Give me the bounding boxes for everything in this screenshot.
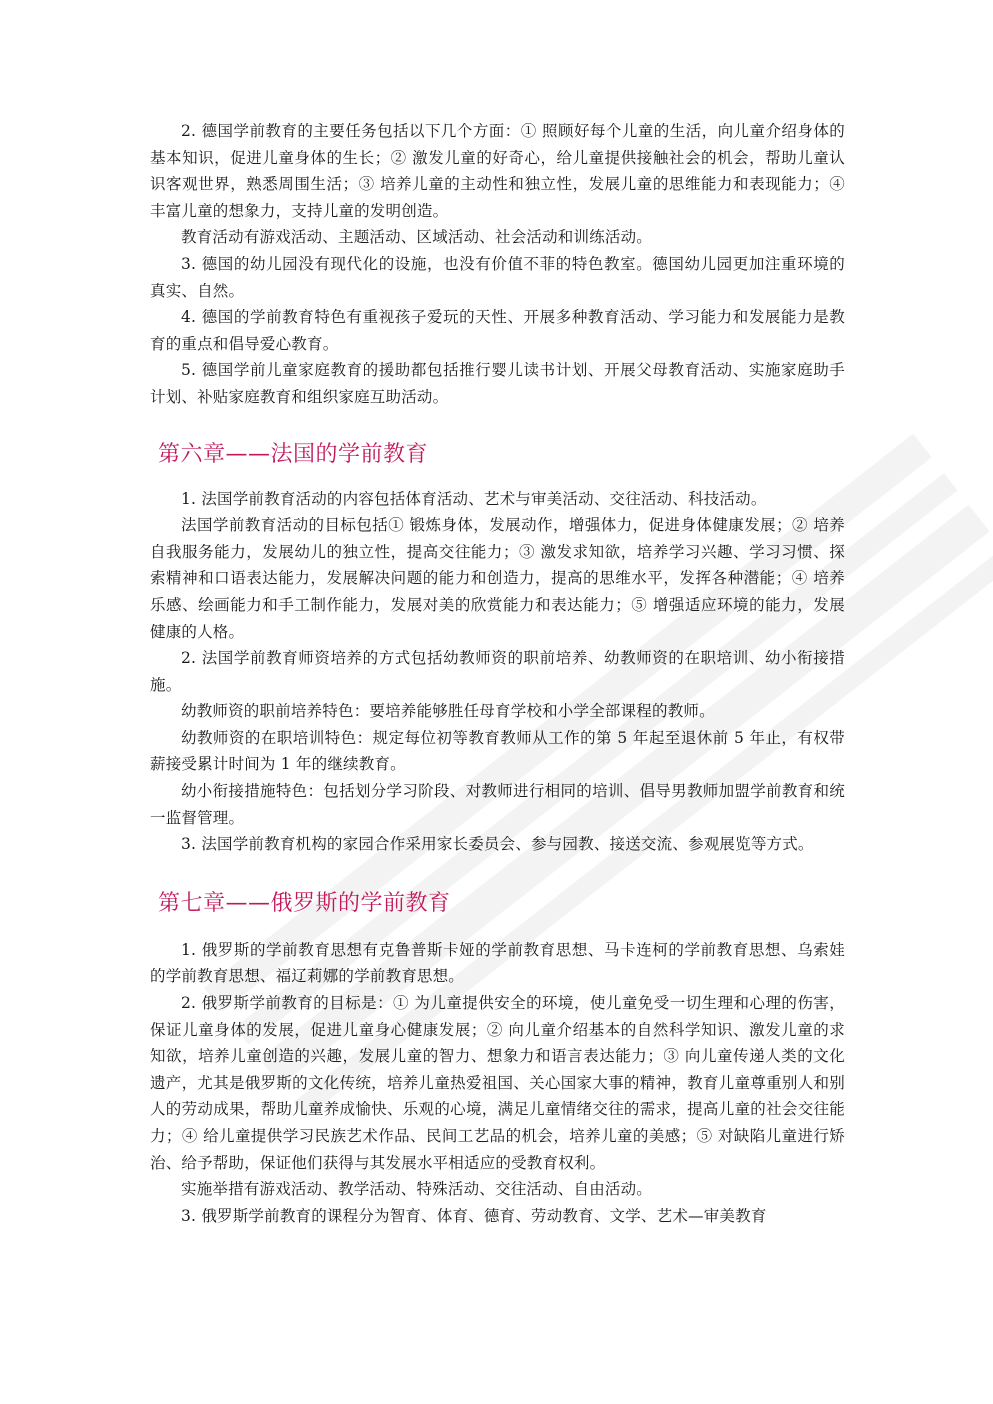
chapter-7-body (150, 937, 845, 1230)
paragraph: 幼教师资的职前培养特色：要培养能够胜任母育学校和小学全部课程的教师。 (181, 702, 715, 721)
paragraph: 2. 法国学前教育师资培养的方式包括幼教师资的职前培养、幼教师资的在职培训、幼小衔接措施。 (150, 649, 845, 694)
paragraph: 幼小衔接措施特色：包括划分学习阶段、对教师进行相同的培训、倡导男教师加盟学前教育和统一监督管理。 (150, 782, 845, 827)
paragraph: 3. 德国的幼儿园没有现代化的设施，也没有价值不菲的特色教室。德国幼儿园更加注重环境的真实、自然。 (150, 254, 845, 300)
chapter-6-heading: 第六章——法国的学前教育 (158, 441, 429, 467)
paragraph: 1. 法国学前教育活动的内容包括体育活动、艺术与审美活动、交往活动、科技活动。 (181, 489, 767, 508)
paragraph: 法国学前教育活动的目标包括① 锻炼身体，发展动作，增强体力，促进身体健康发展；② 培养自我服务能力，发展幼儿的独立性，提高交往能力；③ 激发求知欲，培养学习兴趣、学习习惯、探索精神和口语表达能力，发展解决问题的能力和创造力，提高的思维水平，发挥各种潜能；④ 培养乐感、绘画能力和手工制作能力，发展对美的欣赏能力和表达能力；⑤ 增强适应环境的能力，发展健康的人格。 (150, 516, 845, 641)
paragraph: 实施举措有游戏活动、教学活动、特殊活动、交往活动、自由活动。 (181, 1180, 653, 1199)
paragraph: 3. 法国学前教育机构的家园合作采用家长委员会、参与园教、接送交流、参观展览等方式。 (181, 835, 814, 854)
paragraph: 4. 德国的学前教育特色有重视孩子爱玩的天性、开展多种教育活动、学习能力和发展能力是教育的重点和倡导爱心教育。 (150, 308, 845, 353)
chapter-6-body (150, 486, 845, 858)
paragraph: 教育活动有游戏活动、主题活动、区域活动、社会活动和训练活动。 (181, 228, 653, 247)
paragraph: 3. 俄罗斯学前教育的课程分为智育、体育、德育、劳动教育、文学、艺术—审美教育 (181, 1206, 767, 1225)
chapter-7-heading: 第七章——俄罗斯的学前教育 (158, 890, 451, 916)
paragraph: 幼教师资的在职培训特色：规定每位初等教育教师从工作的第 5 年起至退休前 5 年止，有权带薪接受累计时间为 1 年的继续教育。 (150, 728, 845, 774)
paragraph: 2. 德国学前教育的主要任务包括以下几个方面：① 照顾好每个儿童的生活，向儿童介绍身体的基本知识，促进儿童身体的生长；② 激发儿童的好奇心，给儿童提供接触社会的机会，帮助儿童认识客观世界，熟悉周围生活；③ 培养儿童的主动性和独立性，发展儿童的思维能力和表现能力；④ 丰富儿童的想象力，支持儿童的发明创造。 (150, 122, 845, 220)
paragraph: 1. 俄罗斯的学前教育思想有克鲁普斯卡娅的学前教育思想、马卡连柯的学前教育思想、乌索娃的学前教育思想、福辽莉娜的学前教育思想。 (150, 940, 845, 986)
paragraph: 2. 俄罗斯学前教育的目标是：① 为儿童提供安全的环境，使儿童免受一切生理和心理的伤害，保证儿童身体的发展，促进儿童身心健康发展；② 向儿童介绍基本的自然科学知识、激发儿童的求知欲，培养儿童创造的兴趣，发展儿童的智力、想象力和语言表达能力；③ 向儿童传递人类的文化遗产，尤其是俄罗斯的文化传统，培养儿童热爱祖国、关心国家大事的精神，教育儿童尊重别人和别人的劳动成果，帮助儿童养成愉快、乐观的心境，满足儿童情绪交往的需求，提高儿童的社会交往能力；④ 给儿童提供学习民族艺术作品、民间工艺品的机会，培养儿童的美感；⑤ 对缺陷儿童进行矫治、给予帮助，保证他们获得与其发展水平相适应的受教育权利。 (150, 994, 845, 1172)
paragraph: 5. 德国学前儿童家庭教育的援助都包括推行婴儿读书计划、开展父母教育活动、实施家庭助手计划、补贴家庭教育和组织家庭互助活动。 (150, 361, 845, 406)
document-page (150, 118, 845, 1229)
section-intro (150, 118, 845, 411)
